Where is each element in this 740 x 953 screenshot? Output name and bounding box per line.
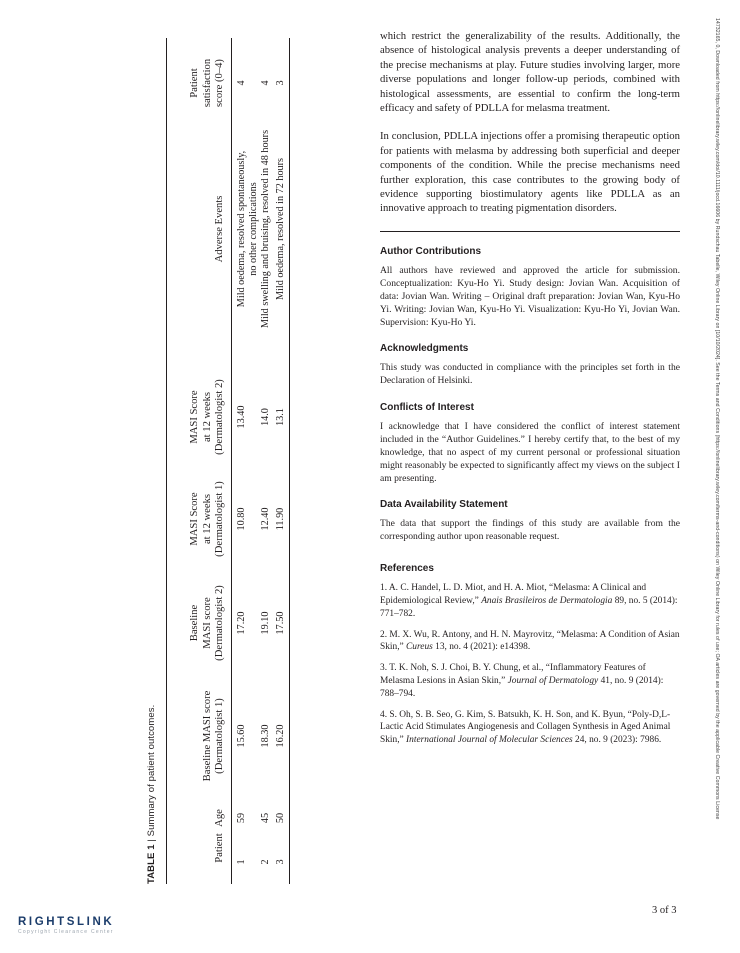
header-age: Age — [214, 809, 226, 827]
cell-masi12-d2: 14.0 — [260, 408, 271, 426]
rightslink-logo-subtext: Copyright Clearance Center — [18, 929, 114, 935]
cell-masi12-d2: 13.1 — [275, 408, 286, 426]
cell-satisfaction: 4 — [236, 80, 247, 86]
rightslink-logo[interactable] — [18, 912, 158, 938]
table-header-rule — [231, 38, 232, 884]
body-paragraph-1: which restrict the generalizability of the results. Additionally, the absence of histological analysis prevents a deeper understanding of the precise mechanisms at play. Future studies involving larger, more diverse populations and longer follow-up periods, combined with histological assessments, are essential to confirm the long-term efficacy and safety of PDLLA for melasma treatment. — [380, 30, 680, 115]
conflicts-text: I acknowledge that I have considered the conflict of interest statement included in the “Author Guidelines.” I hereby certify that, to the best of my knowledge, that no aspect of my current personal or professional situation might reasonably be expected to significantly affect my views on the subject I am presenting. — [380, 420, 680, 484]
author-contributions-heading: Author Contributions — [380, 245, 482, 257]
conflicts-heading: Conflicts of Interest — [380, 401, 474, 413]
header-adverse-events: Adverse Events — [214, 195, 226, 263]
cell-patient: 1 — [236, 859, 247, 865]
cell-adverse-events: Mild oedema, resolved spontaneously, no other complications — [236, 150, 259, 308]
download-side-note — [707, 18, 723, 948]
cell-baseline-d1: 16.20 — [275, 724, 286, 748]
data-availability-text: The data that support the findings of this study are available from the corresponding author upon reasonable request. — [380, 518, 680, 543]
page-number: 3 of 3 — [652, 905, 677, 916]
reference-journal: Anais Brasileiros de Dermatologia — [481, 595, 613, 606]
cell-baseline-d2: 17.20 — [236, 611, 247, 635]
data-availability-heading: Data Availability Statement — [380, 499, 508, 510]
table-bottom-rule — [289, 38, 290, 884]
table-1-rotated — [144, 38, 290, 884]
table-caption-text: Summary of patient outcomes. — [146, 704, 157, 837]
text-column — [380, 29, 680, 747]
cell-age: 59 — [236, 812, 247, 824]
acknowledgments-heading: Acknowledgments — [380, 343, 469, 355]
cell-age: 45 — [260, 812, 271, 824]
table-top-rule — [166, 38, 167, 884]
table-caption-sep: | — [146, 839, 157, 842]
reference-item: 3. T. K. Noh, S. J. Choi, B. Y. Chung, et al., “Inflammatory Features of Melasma Lesions in Asian Skin,” Journal of Dermatology 41, no. 9 (2014): 788–794. — [380, 663, 664, 699]
cell-adverse-events: Mild oedema, resolved in 72 hours — [275, 157, 286, 301]
download-side-note-text: 14732165, 0, Downloaded from https://onlinelibrary.wiley.com/doi/10.1111/jocd.16606 by Rundschau Tabelle, Wiley Online Library on [10/10/2024]. See the Terms and Conditions (https://onlinelibrary.wiley.com/terms-and-conditions) on Wiley Online Library for rules of use; OA articles are governed by the applicable Creative Commons License — [714, 18, 720, 820]
header-baseline-d1: Baseline MASI score (Dermatologist 1) — [201, 690, 226, 782]
cell-masi12-d1: 11.90 — [275, 507, 286, 531]
header-masi12-d2: MASI Score at 12 weeks (Dermatologist 2) — [189, 379, 226, 455]
table-caption — [146, 705, 157, 884]
section-divider — [380, 231, 680, 232]
cell-baseline-d2: 19.10 — [260, 611, 271, 635]
table-1 — [144, 38, 290, 884]
references-heading: References — [380, 563, 434, 575]
cell-masi12-d1: 12.40 — [260, 507, 271, 531]
header-masi12-d1: MASI Score at 12 weeks (Dermatologist 1) — [189, 481, 226, 557]
cell-age: 50 — [275, 812, 286, 824]
cell-adverse-events: Mild swelling and bruising, resolved in 48 hours — [260, 129, 271, 329]
reference-item: 2. M. X. Wu, R. Antony, and H. N. Mayrovitz, “Melasma: A Condition of Asian Skin,” Cureus 13, no. 4 (2021): e14398. — [380, 629, 680, 653]
reference-journal: Cureus — [406, 642, 433, 653]
cell-baseline-d1: 15.60 — [236, 724, 247, 748]
header-patient: Patient — [214, 833, 226, 863]
cell-masi12-d1: 10.80 — [236, 507, 247, 531]
header-satisfaction: Patient satisfaction score (0–4) — [189, 58, 226, 108]
cell-satisfaction: 3 — [275, 80, 286, 86]
body-paragraph-2: In conclusion, PDLLA injections offer a promising therapeutic option for patients with melasma by addressing both superficial and deeper components of the condition. While the precise mechanisms need further exploration, this case contributes to the growing body of evidence supporting biostimulatory agents like PDLLA as an innovative approach to treating pigmentation disorders. — [380, 130, 680, 215]
header-baseline-d2: Baseline MASI score (Dermatologist 2) — [189, 585, 226, 661]
reference-journal: Journal of Dermatology — [507, 675, 599, 686]
rightslink-logo-text: RIGHTSLINK — [18, 916, 115, 928]
table-caption-label: TABLE 1 — [146, 844, 157, 884]
cell-patient: 2 — [260, 859, 271, 865]
cell-baseline-d2: 17.50 — [275, 611, 286, 635]
reference-journal: International Journal of Molecular Sciences — [406, 735, 573, 746]
reference-item: 1. A. C. Handel, L. D. Miot, and H. A. Miot, “Melasma: A Clinical and Epidemiological Review,” Anais Brasileiros de Dermatologia 89, no. 5 (2014): 771–782. — [380, 583, 678, 619]
acknowledgments-text: This study was conducted in compliance with the principles set forth in the Declaration of Helsinki. — [380, 362, 680, 387]
cell-patient: 3 — [275, 859, 286, 865]
author-contributions-text: All authors have reviewed and approved the article for submission. Conceptualization: Kyu-Ho Yi. Study design: Jovian Wan. Acquisition of data: Jovian Wan. Writing – Original draft preparation: Jovian Wan, Kyu-Ho Yi. Writing: Jovian Wan, Kyu-Ho Yi. Visualization: Kyu-Ho Yi, Jovian Wan. Supervision: Kyu-Ho Yi. — [380, 264, 680, 329]
cell-baseline-d1: 18.30 — [260, 724, 271, 748]
reference-item: 4. S. Oh, S. B. Seo, G. Kim, S. Batsukh, K. H. Son, and K. Byun, “Poly-D,L-Lactic Acid Stimulates Angiogenesis and Collagen Synthesis in Aged Animal Skin,” International Journal of Molecular Sciences 24, no. 9 (2023): 7986. — [380, 709, 671, 746]
cell-satisfaction: 4 — [260, 80, 271, 86]
cell-masi12-d2: 13.40 — [236, 405, 247, 429]
